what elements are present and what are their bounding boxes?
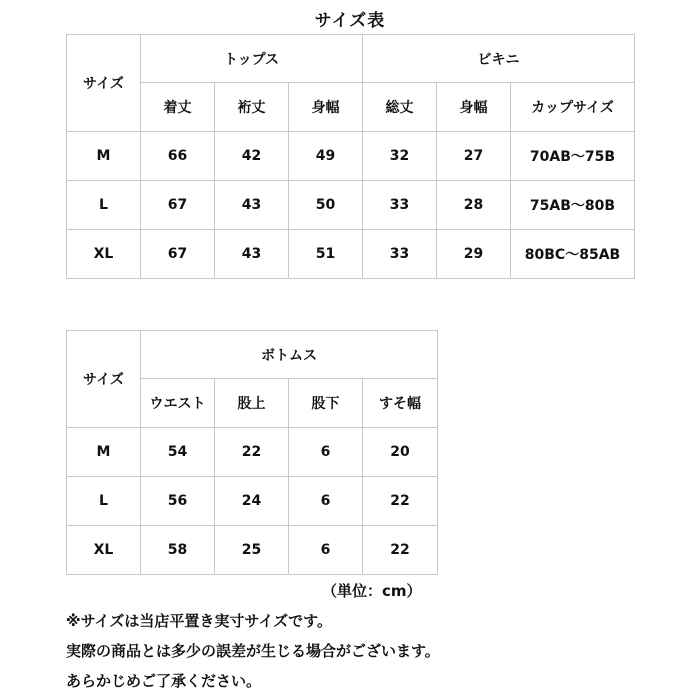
group-header-bikini: ビキニ (363, 35, 635, 83)
value-cell: 6 (289, 526, 363, 575)
tops-bikini-size-table (66, 34, 635, 279)
value-cell: 24 (215, 477, 289, 526)
value-cell: 49 (289, 132, 363, 181)
note-line: 実際の商品とは多少の誤差が生じる場合がございます。 (66, 642, 440, 660)
page-title: サイズ表 (314, 11, 386, 31)
size-cell: XL (67, 230, 141, 279)
table-row (67, 181, 635, 230)
value-cell: 22 (215, 428, 289, 477)
value-cell: 29 (437, 230, 511, 279)
size-cell: L (67, 181, 141, 230)
value-cell: 56 (141, 477, 215, 526)
column-header: 着丈 (141, 83, 215, 132)
column-header: 股下 (289, 379, 363, 428)
size-cell: M (67, 132, 141, 181)
value-cell: 25 (215, 526, 289, 575)
column-header: ウエスト (141, 379, 215, 428)
unit-label: （単位：cm） (322, 582, 422, 600)
table-row (67, 428, 438, 477)
table-row (67, 230, 635, 279)
value-cell: 22 (363, 477, 438, 526)
column-header: すそ幅 (363, 379, 438, 428)
note-line: ※サイズは当店平置き実寸サイズです。 (66, 612, 332, 630)
bottoms-size-table (66, 330, 438, 575)
size-cell: XL (67, 526, 141, 575)
value-cell: 67 (141, 181, 215, 230)
value-cell: 20 (363, 428, 438, 477)
value-cell: 33 (363, 181, 437, 230)
value-cell: 50 (289, 181, 363, 230)
value-cell: 54 (141, 428, 215, 477)
column-header: 総丈 (363, 83, 437, 132)
value-cell: 66 (141, 132, 215, 181)
column-header: 身幅 (289, 83, 363, 132)
value-cell: 6 (289, 477, 363, 526)
value-cell: 22 (363, 526, 438, 575)
size-cell: L (67, 477, 141, 526)
value-cell: 67 (141, 230, 215, 279)
value-cell: 28 (437, 181, 511, 230)
note-line: あらかじめご了承ください。 (66, 672, 262, 690)
value-cell: 42 (215, 132, 289, 181)
value-cell: 32 (363, 132, 437, 181)
column-header: カップサイズ (511, 83, 635, 132)
value-cell: 6 (289, 428, 363, 477)
value-cell: 33 (363, 230, 437, 279)
group-header-bottoms: ボトムス (141, 331, 438, 379)
size-header: サイズ (67, 35, 141, 132)
value-cell: 43 (215, 181, 289, 230)
table-row (67, 526, 438, 575)
size-cell: M (67, 428, 141, 477)
column-header: 股上 (215, 379, 289, 428)
table-row (67, 477, 438, 526)
value-cell: 75AB〜80B (511, 181, 635, 230)
value-cell: 58 (141, 526, 215, 575)
value-cell: 70AB〜75B (511, 132, 635, 181)
value-cell: 80BC〜85AB (511, 230, 635, 279)
notes (66, 606, 440, 696)
value-cell: 27 (437, 132, 511, 181)
value-cell: 51 (289, 230, 363, 279)
group-header-tops: トップス (141, 35, 363, 83)
column-header: 裄丈 (215, 83, 289, 132)
size-header: サイズ (67, 331, 141, 428)
table-row (67, 132, 635, 181)
column-header: 身幅 (437, 83, 511, 132)
value-cell: 43 (215, 230, 289, 279)
